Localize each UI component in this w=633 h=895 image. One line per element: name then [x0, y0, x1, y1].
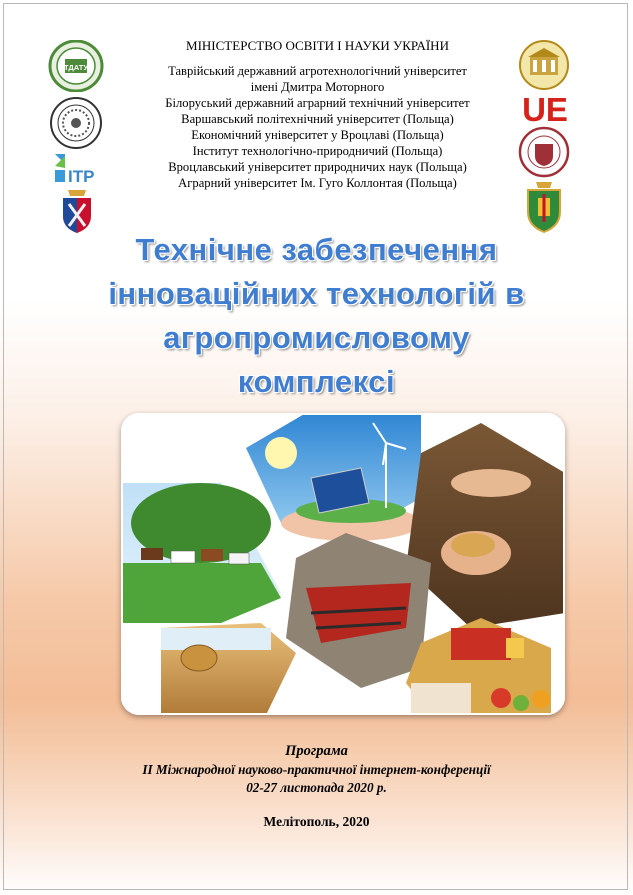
wroclaw-university-logo — [518, 126, 570, 178]
hay-bale-panel — [161, 623, 296, 715]
solar-wind-panel — [246, 413, 421, 543]
cows-pasture-panel — [121, 483, 281, 623]
university-seal-logo — [48, 96, 104, 150]
harvester-food-panel — [406, 618, 551, 715]
university-line: Білоруський державний аграрний технічний університет — [165, 96, 470, 110]
title-line: агропромисловому — [163, 320, 470, 355]
svg-text:ITP: ITP — [68, 167, 95, 186]
conference-dates: 02-27 листопада 2020 р. — [246, 780, 387, 795]
university-line: Таврійський державний агротехнологічний університет — [168, 64, 467, 78]
university-line: Варшавський політехнічний університет (Польща) — [181, 112, 454, 126]
city-year: Мелітополь, 2020 — [263, 814, 370, 829]
conference-event: ІІ Міжнародної науково-практичної інтернет-конференції — [142, 762, 491, 777]
title-line: інноваційних технологій в — [108, 276, 525, 311]
ue-logo — [521, 91, 569, 125]
krakow-agrarian-logo — [524, 180, 564, 234]
title-line: комплексі — [237, 364, 396, 399]
university-line: Аграрний університет Ім. Гуго Коллонтая (Польща) — [178, 176, 457, 190]
ministry-heading: МІНІСТЕРСТВО ОСВІТИ І НАУКИ УКРАЇНИ — [186, 38, 449, 53]
warsaw-polytechnic-logo — [518, 40, 570, 90]
university-line: Економічний університет у Вроцлаві (Польща) — [191, 128, 444, 142]
title-line: Технічне забезпечення — [135, 232, 498, 267]
svg-text:UE: UE — [522, 91, 568, 125]
tillage-machine-panel — [286, 533, 431, 688]
university-line: Вроцлавський університет природничих наук (Польща) — [168, 160, 467, 174]
agriculture-collage — [121, 413, 565, 715]
university-line: імені Дмитра Моторного — [250, 80, 385, 94]
svg-text:ТДАТУ: ТДАТУ — [63, 63, 89, 72]
university-list — [120, 63, 515, 191]
grain-hands-panel — [406, 423, 565, 628]
tsatu-logo — [48, 40, 104, 92]
university-line: Інститут технологічно-природничий (Польща) — [192, 144, 443, 158]
program-label: Програма — [285, 743, 348, 759]
itp-logo — [53, 152, 103, 186]
collage-artwork — [121, 413, 565, 715]
conference-title — [40, 228, 593, 404]
